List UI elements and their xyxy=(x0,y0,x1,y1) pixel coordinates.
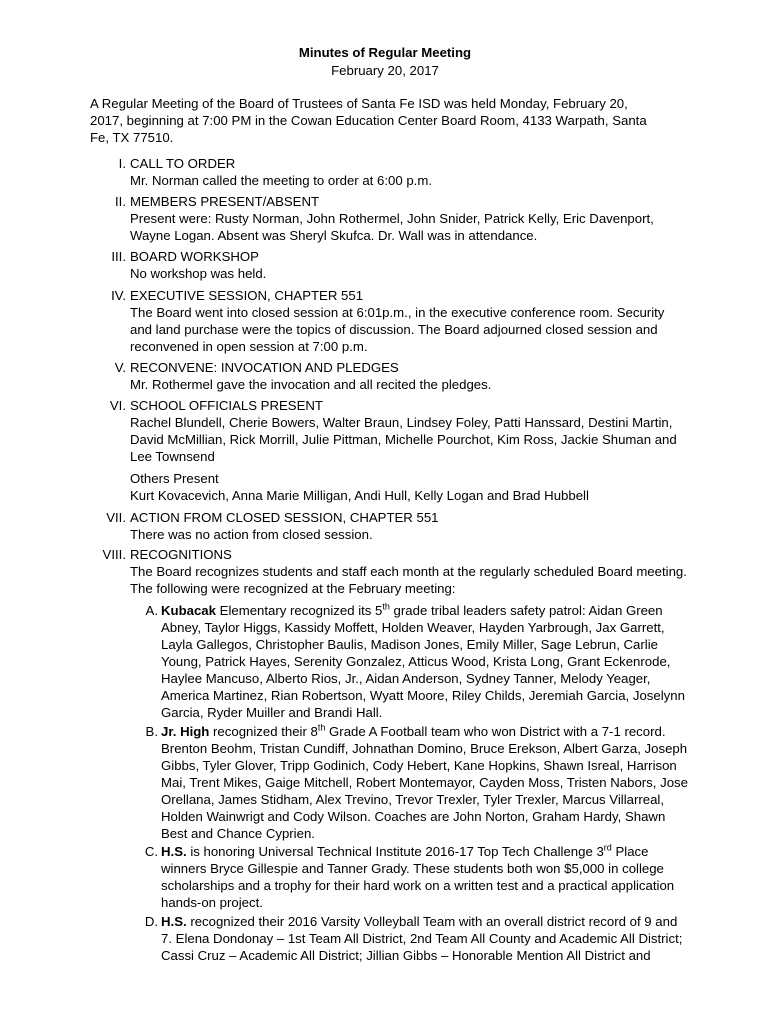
others-present: Others Present Kurt Kovacevich, Anna Marie Milligan, Andi Hull, Kelly Logan and Brad Hubbell xyxy=(130,471,589,503)
document-page: Minutes of Regular Meeting February 20, 2017 A Regular Meeting of the Board of Trustees of Santa Fe ISD was held Monday, February 20, 2017, beginning at 7:00 PM in the Cowan Education Center Board Room, 4133 Warpath, Santa Fe, TX 77510. I. CALL TO ORDER Mr. Norman called the meeting to order at 6:00 p.m. II. MEMBERS PRESENT/ABSENT Present were: Rusty Norman, John Rothermel, John Snider, Patrick Kelly, Eric Davenport, Wayne Logan. Absent was Sheryl Skufca. Dr. Wall was in attendance. III. BOARD WORKSHOP No workshop was held. IV. EXECUTIVE SESSION, CHAPTER 551 The Board went into closed session at 6:01p.m., in the executive conference room. Security and land purchase were the topics of discussion. The Board adjourned closed session and reconvened in open session at 7:00 p.m. V. RECONVENE: INVOCATION AND PLEDGES Mr. Rothermel gave the invocation and all recited the pledges. VI. SCHOOL OFFICIALS PRESENT Rachel Blundell, Cherie Bowers, Walter Braun, Lindsey Foley, Patti Hanssard, Destini Martin, David McMillian, Rick Morrill, Julie Pittman, Michelle Pourchot, Kim Ross, Jackie Shuman and Lee Townsend Others Present Kurt Kovacevich, Anna Marie Milligan, Andi Hull, Kelly Logan and Brad Hubbell VII. ACTION FROM CLOSED SESSION, CHAPTER 551 There was no action from closed session. VIII. RECOGNITIONS The Board recognizes students and staff each month at the regularly scheduled Board meeting. The following were recognized at the February meeting: A. Kubacak Elementary recognized its 5th grade tribal leaders safety patrol: Aidan Green Abney, Taylor Higgs, Kassidy Moffett, Holden Weaver, Hayden Yarbrough, Jax Garrett, Layla Gallegos, Christopher Baulis, Madison Jones, Emily Miller, Sage Lebrun, Carlie Young, Patrick Hayes, Serenity Gonzalez, Atticus Wood, Krista Long, Grant Eckenrode, Haylee Mancuso, Alberto Rios, Jr., Aidan Anderson, Sydney Tanner, Melody Yeager, America Martinez, Rian Robertson, Wyatt Moore, Riley Childs, Jeremiah Garcia, Joselynn Garcia, Ryder Muiller and Brandi Hall. B. Jr. High recognized their 8th Grade A Football team who won District with a 7-1 record. Brenton Beohm, Tristan Cundiff, Johnathan Domino, Bruce Erekson, Albert Garza, Joseph Gibbs, Tyler Glover, Tripp Godinich, Cody Hebert, Kane Hopkins, Shawn Isreal, Harrison Mai, Trent Mikes, Gaige Mitchell, Robert Montemayor, Cayden Moss, Tristen Nabors, Jose Orellana, James Stidham, Alex Trevino, Trevor Trexler, Tyler Trexler, Marcus Villarreal, Holden Wainwrigt and Cody Wilson. Coaches are John Norton, Graham Hardy, Shawn Best and Chance Cyprien. C. H.S. is honoring Universal Technical Institute 2016-17 Top Tech Challenge 3rd Place winners Bryce Gillespie and Tanner Grady. These students both won $5,000 in college scholarships and a trophy for their hard work on a written test and a practical application hands-on project. D. H.S. recognized their 2016 Varsity Volleyball Team with an overall district record of 9 and 7. Elena Dondonay – 1st Team All District, 2nd Team All County and Academic All District; Cassi Cruz – Academic All District; Jillian Gibbs – Honorable Mention All District and xyxy=(0,0,770,1024)
intro-paragraph: A Regular Meeting of the Board of Trustees of Santa Fe ISD was held Monday, February 20, 2017, beginning at 7:00 PM in the Cowan Education Center Board Room, 4133 Warpath, Santa Fe, TX 77510. xyxy=(90,96,647,145)
meeting-date: February 20, 2017 xyxy=(331,63,439,78)
document-title: Minutes of Regular Meeting xyxy=(298,45,472,60)
